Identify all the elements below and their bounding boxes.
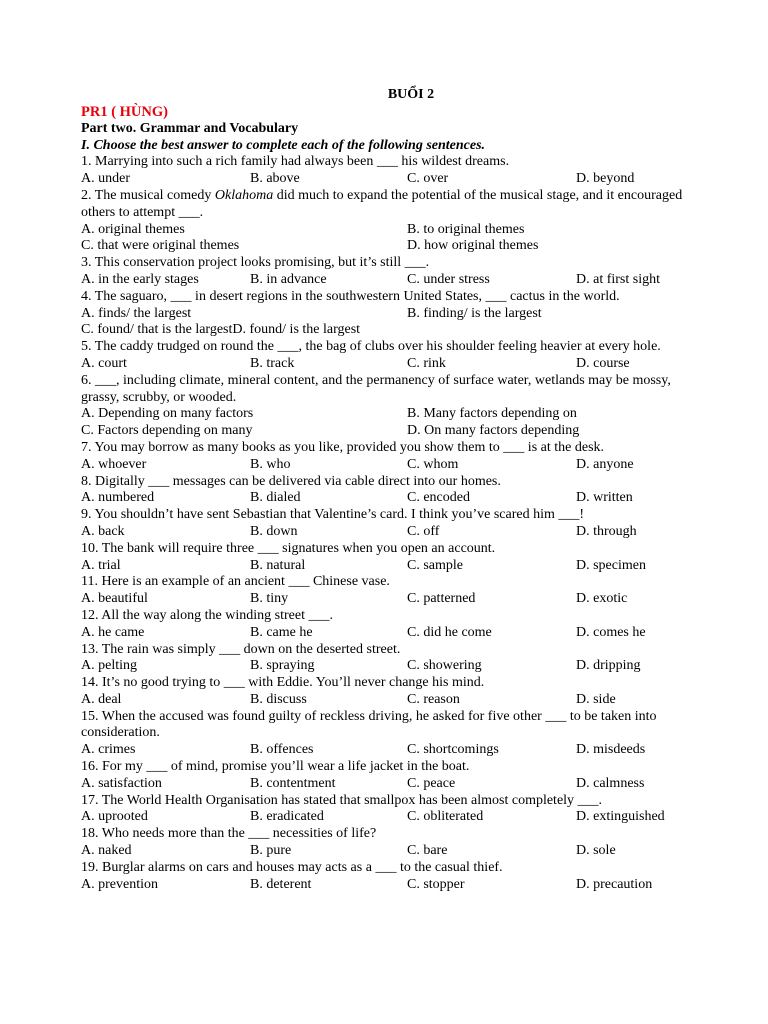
answer-option: B. down: [250, 523, 298, 539]
answer-row: [81, 524, 701, 541]
answer-option: C. reason: [407, 691, 460, 707]
answer-option: C. off: [407, 523, 440, 539]
answer-option: B. tiny: [250, 591, 289, 607]
document-title: BUỔI 2: [387, 87, 435, 102]
document-content: [81, 87, 701, 893]
question-1: [81, 154, 701, 188]
answer-option: B. to original themes: [407, 221, 525, 237]
answer-option: A. beautiful: [81, 591, 148, 607]
answer-row: [81, 558, 701, 575]
answer-option: B. discuss: [250, 691, 307, 707]
answer-row: [81, 809, 701, 826]
answer-row: [81, 843, 701, 860]
question-text: 15. When the accused was found guilty of reckless driving, he asked for five other ___ to be taken into consideration.: [81, 708, 657, 741]
question-text: 9. You shouldn’t have sent Sebastian that Valentine’s card. I think you’ve scared him ___!: [81, 507, 585, 523]
answer-option: C. over: [407, 171, 449, 187]
answer-row: [81, 625, 701, 642]
question-15: [81, 709, 701, 759]
answer-row: [81, 742, 701, 759]
answer-option: D. how original themes: [407, 238, 539, 254]
answer-option: A. back: [81, 523, 125, 539]
answer-option: D. course: [576, 355, 630, 371]
answer-row: [81, 423, 701, 440]
answer-option: D. exotic: [576, 591, 628, 607]
section-label: PR1 ( HÙNG): [81, 104, 168, 120]
question-text: 12. All the way along the winding street ___.: [81, 607, 333, 623]
answer-row: [81, 272, 701, 289]
answer-option: A. original themes: [81, 221, 185, 237]
question-19: [81, 860, 701, 894]
answer-option: A. under: [81, 171, 130, 187]
answer-option: C. encoded: [407, 490, 470, 506]
question-8: [81, 474, 701, 508]
answer-option: C. shortcomings: [407, 742, 499, 758]
question-17: [81, 793, 701, 827]
answer-option: A. finds/ the largest: [81, 305, 192, 321]
question-12: [81, 608, 701, 642]
question-10: [81, 541, 701, 575]
answer-option: D. through: [576, 523, 637, 539]
question-text: 4. The saguaro, ___ in desert regions in the southwestern United States, ___ cactus in the world.: [81, 288, 620, 304]
answer-option: B. deterent: [250, 876, 312, 892]
answer-row: [81, 171, 701, 188]
answer-option: D. anyone: [576, 456, 634, 472]
question-14: [81, 675, 701, 709]
question-text: 8. Digitally ___ messages can be delivered via cable direct into our homes.: [81, 473, 501, 489]
answer-row: [81, 222, 701, 239]
answer-option: B. track: [250, 355, 295, 371]
answer-option: C. peace: [407, 775, 456, 791]
answer-option: D. written: [576, 490, 633, 506]
question-text-italic: Oklahoma: [214, 187, 274, 203]
question-text: [81, 188, 701, 222]
answer-option: C. sample: [407, 557, 463, 573]
question-6: [81, 373, 701, 440]
answer-option: A. Depending on many factors: [81, 406, 254, 422]
answer-option: C. rink: [407, 355, 446, 371]
answer-row: [81, 591, 701, 608]
answer-option: B. offences: [250, 742, 314, 758]
answer-row: [81, 406, 701, 423]
answer-option: A. crimes: [81, 742, 136, 758]
answer-row: [81, 356, 701, 373]
answer-option: A. naked: [81, 843, 132, 859]
answer-option: A. court: [81, 355, 127, 371]
answer-option: D. dripping: [576, 658, 641, 674]
question-text: 14. It’s no good trying to ___ with Eddie. You’ll never change his mind.: [81, 675, 485, 691]
answer-row: [81, 238, 701, 255]
question-2: [81, 188, 701, 255]
question-text-part: 2. The musical comedy: [81, 187, 215, 203]
answer-option: B. came he: [250, 624, 313, 640]
answer-option: D. side: [576, 691, 616, 707]
answer-option: A. in the early stages: [81, 271, 199, 287]
question-text: 1. Marrying into such a rich family had always been ___ his wildest dreams.: [81, 154, 510, 170]
answer-option: D. at first sight: [576, 271, 660, 287]
question-text: 11. Here is an example of an ancient ___ Chinese vase.: [81, 574, 390, 590]
answer-option: B. natural: [250, 557, 306, 573]
answer-option: D. comes he: [576, 624, 646, 640]
answer-option: A. he came: [81, 624, 145, 640]
answer-row-inline: C. found/ that is the largestD. found/ is the largest: [81, 322, 361, 338]
question-18: [81, 826, 701, 860]
answer-option: A. pelting: [81, 658, 137, 674]
answer-option: A. whoever: [81, 456, 147, 472]
answer-option: A. prevention: [81, 876, 158, 892]
answer-option: D. sole: [576, 843, 616, 859]
answer-option: C. Factors depending on many: [81, 423, 253, 439]
answer-option: B. contentment: [250, 775, 336, 791]
question-16: [81, 759, 701, 793]
answer-option: B. dialed: [250, 490, 301, 506]
answer-option: A. deal: [81, 691, 122, 707]
answer-option: C. obliterated: [407, 809, 484, 825]
answer-option: D. On many factors depending: [407, 423, 580, 439]
answer-option: A. uprooted: [81, 809, 148, 825]
question-text: 19. Burglar alarms on cars and houses may acts as a ___ to the casual thief.: [81, 859, 503, 875]
answer-option: C. bare: [407, 843, 448, 859]
question-4: [81, 289, 701, 339]
answer-row: [81, 457, 701, 474]
answer-row: [81, 658, 701, 675]
question-text: 10. The bank will require three ___ signatures when you open an account.: [81, 540, 496, 556]
answer-option: B. Many factors depending on: [407, 406, 577, 422]
answer-option: A. numbered: [81, 490, 155, 506]
question-text: 6. ___, including climate, mineral content, and the permanency of surface water, wetlands may be mossy, grassy, scrubby, or wooded.: [81, 372, 671, 405]
answer-row: [81, 692, 701, 709]
answer-option: C. that were original themes: [81, 238, 240, 254]
answer-option: B. who: [250, 456, 291, 472]
answer-option: B. in advance: [250, 271, 327, 287]
answer-option: C. stopper: [407, 876, 465, 892]
question-text-part: did much to expand the potential of the musical stage, and it encouraged others to attempt ___.: [81, 187, 683, 220]
answer-option: D. extinguished: [576, 809, 665, 825]
answer-option: A. trial: [81, 557, 121, 573]
answer-option: B. finding/ is the largest: [407, 305, 542, 321]
answer-row: [81, 776, 701, 793]
answer-option: D. beyond: [576, 171, 635, 187]
question-3: [81, 255, 701, 289]
answer-option: C. showering: [407, 658, 482, 674]
answer-option: B. above: [250, 171, 300, 187]
answer-row: [81, 306, 701, 323]
answer-option: A. satisfaction: [81, 775, 162, 791]
question-text: 17. The World Health Organisation has stated that smallpox has been almost completely ___.: [81, 792, 603, 808]
answer-row: [81, 877, 701, 894]
question-text: 7. You may borrow as many books as you like, provided you show them to ___ is at the desk.: [81, 439, 605, 455]
question-11: [81, 574, 701, 608]
question-list: [81, 154, 701, 893]
answer-option: D. misdeeds: [576, 742, 646, 758]
answer-option: B. spraying: [250, 658, 315, 674]
answer-option: D. precaution: [576, 876, 653, 892]
answer-option: C. patterned: [407, 591, 476, 607]
question-text: 3. This conservation project looks promising, but it’s still ___.: [81, 255, 430, 271]
answer-option: D. calmness: [576, 775, 645, 791]
question-text: 5. The caddy trudged on round the ___, the bag of clubs over his shoulder feeling heavier at every hole.: [81, 339, 661, 355]
answer-option: B. eradicated: [250, 809, 324, 825]
answer-option: C. under stress: [407, 271, 490, 287]
part-heading: Part two. Grammar and Vocabulary: [81, 120, 299, 136]
answer-option: C. whom: [407, 456, 459, 472]
answer-option: C. did he come: [407, 624, 492, 640]
answer-option: B. pure: [250, 843, 292, 859]
question-13: [81, 642, 701, 676]
question-7: [81, 440, 701, 474]
question-text: 16. For my ___ of mind, promise you’ll wear a life jacket in the boat.: [81, 759, 470, 775]
instruction: I. Choose the best answer to complete each of the following sentences.: [81, 137, 486, 153]
answer-option: D. specimen: [576, 557, 646, 573]
question-5: [81, 339, 701, 373]
question-text: 13. The rain was simply ___ down on the deserted street.: [81, 641, 401, 657]
question-text: 18. Who needs more than the ___ necessities of life?: [81, 826, 377, 842]
question-9: [81, 507, 701, 541]
answer-row: [81, 490, 701, 507]
